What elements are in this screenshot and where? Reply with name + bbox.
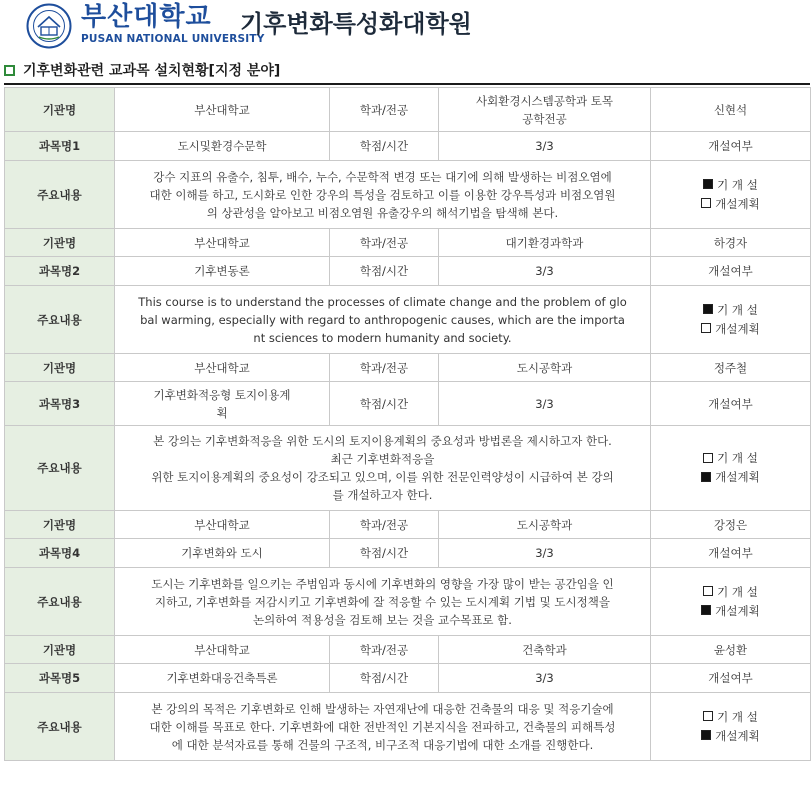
department-value: 건축학과 xyxy=(439,636,651,664)
option-planned xyxy=(654,468,807,487)
credit-value: 3/3 xyxy=(439,257,651,286)
institution-label: 기관명 xyxy=(5,511,115,539)
status-label: 개설여부 xyxy=(651,382,811,426)
professor-name: 강정은 xyxy=(651,511,811,539)
institution-label: 기관명 xyxy=(5,636,115,664)
institution-label: 기관명 xyxy=(5,229,115,257)
institution-row xyxy=(5,636,811,664)
checked-box-icon xyxy=(703,179,713,189)
content-row xyxy=(5,426,811,511)
credit-value: 3/3 xyxy=(439,539,651,568)
department-value: 도시공학과 xyxy=(439,511,651,539)
page-header xyxy=(0,0,812,52)
content-label: 주요내용 xyxy=(5,693,115,761)
section-divider xyxy=(4,83,810,85)
university-name-korean: 부산대학교 xyxy=(81,2,212,32)
credit-label: 학점/시간 xyxy=(330,664,439,693)
course-name: 기후변화대응건축특론 xyxy=(115,664,330,693)
credit-value: 3/3 xyxy=(439,382,651,426)
course-label: 과목명3 xyxy=(5,382,115,426)
course-label: 과목명4 xyxy=(5,539,115,568)
credit-label: 학점/시간 xyxy=(330,132,439,161)
department-label: 학과/전공 xyxy=(330,354,439,382)
planned-text: 개설계획 xyxy=(715,470,760,484)
institution-value: 부산대학교 xyxy=(115,354,330,382)
course-label: 과목명5 xyxy=(5,664,115,693)
unchecked-box-icon xyxy=(701,323,711,333)
course-row xyxy=(5,664,811,693)
professor-name: 신현석 xyxy=(651,88,811,132)
status-label: 개설여부 xyxy=(651,257,811,286)
option-planned xyxy=(654,320,807,339)
section-title xyxy=(4,60,280,80)
option-planned xyxy=(654,602,807,621)
checked-box-icon xyxy=(703,304,713,314)
square-bullet-icon xyxy=(4,65,15,76)
established-text: 기 개 설 xyxy=(717,302,758,317)
option-planned xyxy=(654,195,807,214)
credit-label: 학점/시간 xyxy=(330,382,439,426)
course-description: 본 강의의 목적은 기후변화로 인해 발생하는 자연재난에 대응한 건축물의 대응 및 적응기술에 대한 이해를 목표로 한다. 기후변화에 대한 전반적인 기본지식을 전파하고, 건축물의 피해특성 에 대한 분석자료를 통해 건물의 구조적, 비구조적 대응기법에 대한 소개를 진행한다. xyxy=(115,693,651,761)
professor-name: 정주철 xyxy=(651,354,811,382)
course-description: This course is to understand the processes of climate change and the problem of glo bal warming, especially with regard to anthropogenic causes, which are the importa nt sciences to modern humanity and society. xyxy=(115,286,651,354)
institution-value: 부산대학교 xyxy=(115,88,330,132)
course-description: 본 강의는 기후변화적응을 위한 도시의 토지이용계획의 중요성과 방법론을 제시하고자 한다. 최근 기후변화적응을 위한 토지이용계획의 중요성이 강조되고 있으며, 이를 위한 전문인력양성이 시급하여 본 강의 를 개설하고자 한다. xyxy=(115,426,651,511)
unchecked-box-icon xyxy=(701,198,711,208)
content-row xyxy=(5,568,811,636)
institution-row xyxy=(5,229,811,257)
option-planned xyxy=(654,727,807,746)
status-label: 개설여부 xyxy=(651,664,811,693)
status-options xyxy=(651,161,811,229)
institution-value: 부산대학교 xyxy=(115,511,330,539)
course-name: 기후변화와 도시 xyxy=(115,539,330,568)
course-description: 도시는 기후변화를 일으키는 주범임과 동시에 기후변화의 영향을 가장 많이 받는 공간임을 인 지하고, 기후변화를 저감시키고 기후변화에 잘 적응할 수 있는 도시계획 기법 및 도시정책을 논의하여 적용성을 검토해 보는 것을 교수목표로 함. xyxy=(115,568,651,636)
checked-box-icon xyxy=(701,605,711,615)
planned-text: 개설계획 xyxy=(715,196,760,211)
status-options xyxy=(651,693,811,761)
course-description: 강수 지표의 유출수, 침투, 배수, 누수, 수문학적 변경 또는 대기에 의해 발생하는 비점오염에 대한 이해를 하고, 도시화로 인한 강우의 특성을 검토하고 이를 이용한 강우특성과 비점오염원 의 상관성을 알아보고 비점오염원 유출강우의 해석기법을 탐색해 본다. xyxy=(115,161,651,229)
content-row xyxy=(5,161,811,229)
institution-row xyxy=(5,511,811,539)
department-value: 대기환경과학과 xyxy=(439,229,651,257)
established-text: 기 개 설 xyxy=(717,584,758,599)
unchecked-box-icon xyxy=(703,586,713,596)
institution-label: 기관명 xyxy=(5,88,115,132)
university-seal-icon xyxy=(26,3,72,49)
option-established xyxy=(654,176,807,195)
credit-value: 3/3 xyxy=(439,132,651,161)
department-label: 학과/전공 xyxy=(330,511,439,539)
option-established xyxy=(654,301,807,320)
institution-row xyxy=(5,354,811,382)
course-label: 과목명1 xyxy=(5,132,115,161)
content-row xyxy=(5,693,811,761)
institution-value: 부산대학교 xyxy=(115,229,330,257)
status-label: 개설여부 xyxy=(651,132,811,161)
option-established xyxy=(654,708,807,727)
established-text: 기 개 설 xyxy=(717,709,758,724)
department-label: 학과/전공 xyxy=(330,636,439,664)
department-value: 도시공학과 xyxy=(439,354,651,382)
content-label: 주요내용 xyxy=(5,568,115,636)
unchecked-box-icon xyxy=(703,711,713,721)
credit-label: 학점/시간 xyxy=(330,257,439,286)
university-name-english: PUSAN NATIONAL UNIVERSITY xyxy=(81,33,265,45)
status-options xyxy=(651,426,811,511)
status-label: 개설여부 xyxy=(651,539,811,568)
institution-value: 부산대학교 xyxy=(115,636,330,664)
option-established xyxy=(654,583,807,602)
status-options xyxy=(651,568,811,636)
content-row xyxy=(5,286,811,354)
content-label: 주요내용 xyxy=(5,426,115,511)
content-label: 주요내용 xyxy=(5,161,115,229)
section-title-text: 기후변화관련 교과목 설치현황[지정 분야] xyxy=(23,63,281,79)
unchecked-box-icon xyxy=(703,453,713,463)
course-row xyxy=(5,257,811,286)
option-established xyxy=(654,449,807,468)
department-value: 사회환경시스템공학과 토목 공학전공 xyxy=(439,88,651,132)
graduate-school-name: 기후변화특성화대학원 xyxy=(240,10,472,38)
course-row xyxy=(5,382,811,426)
planned-text: 개설계획 xyxy=(715,728,760,743)
course-name: 기후변화적응형 토지이용계 획 xyxy=(115,382,330,426)
institution-label: 기관명 xyxy=(5,354,115,382)
content-label: 주요내용 xyxy=(5,286,115,354)
planned-text: 개설계획 xyxy=(715,603,760,618)
course-row xyxy=(5,539,811,568)
courses-table xyxy=(4,87,811,761)
professor-name: 하경자 xyxy=(651,229,811,257)
credit-label: 학점/시간 xyxy=(330,539,439,568)
course-name: 기후변동론 xyxy=(115,257,330,286)
planned-text: 개설계획 xyxy=(715,321,760,336)
credit-value: 3/3 xyxy=(439,664,651,693)
course-label: 과목명2 xyxy=(5,257,115,286)
established-text: 기 개 설 xyxy=(717,177,758,192)
status-options xyxy=(651,286,811,354)
department-label: 학과/전공 xyxy=(330,88,439,132)
course-row xyxy=(5,132,811,161)
established-text: 기 개 설 xyxy=(717,451,758,465)
checked-box-icon xyxy=(701,730,711,740)
department-label: 학과/전공 xyxy=(330,229,439,257)
professor-name: 윤성환 xyxy=(651,636,811,664)
institution-row xyxy=(5,88,811,132)
checked-box-icon xyxy=(701,472,711,482)
course-name: 도시및환경수문학 xyxy=(115,132,330,161)
